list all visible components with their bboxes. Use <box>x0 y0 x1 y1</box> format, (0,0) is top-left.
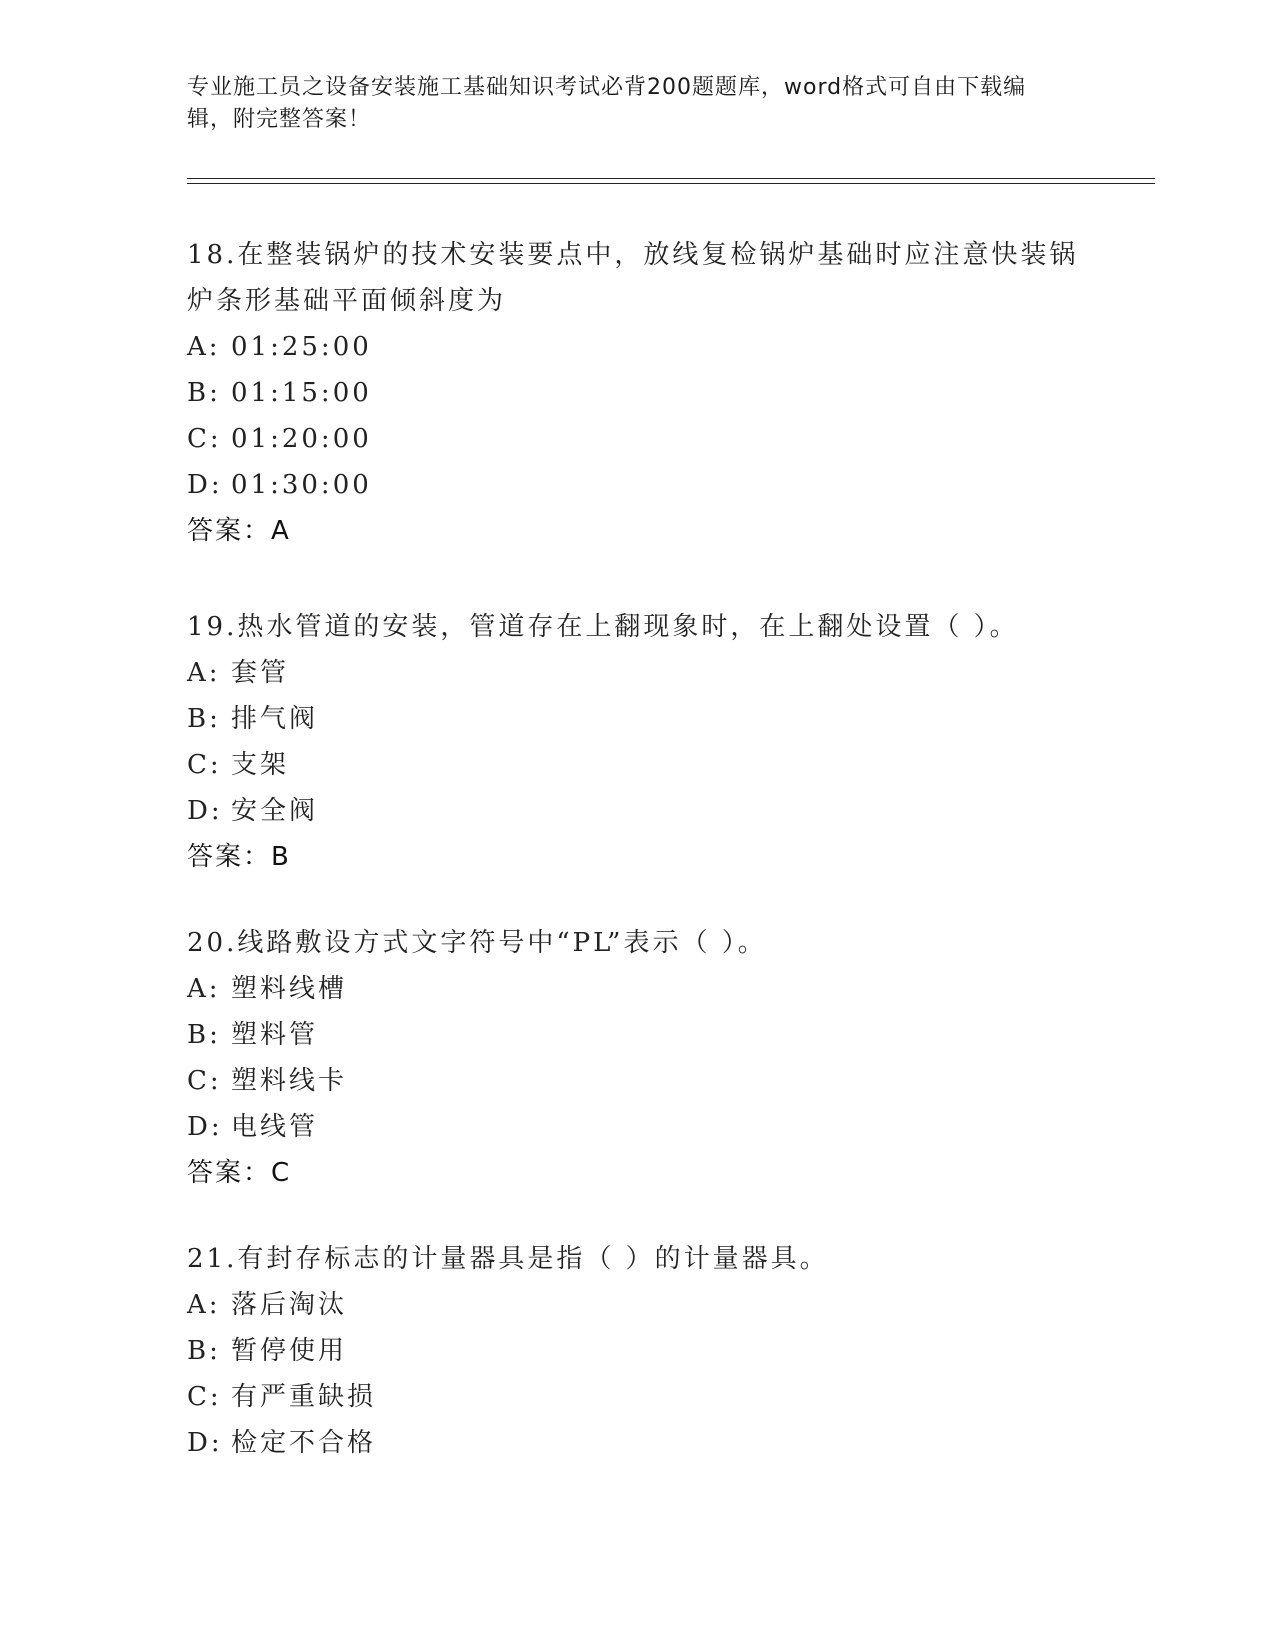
header-divider-top <box>187 178 1155 179</box>
question-21 <box>187 1236 1087 1466</box>
option-b: B: 01:15:00 <box>187 378 372 408</box>
question-18 <box>187 232 1087 554</box>
option-a: A: 01:25:00 <box>187 332 372 362</box>
answer: 答案：C <box>187 1158 292 1188</box>
option-d: D: 电线管 <box>187 1112 319 1142</box>
option-c: C: 支架 <box>187 750 290 780</box>
option-b: B: 排气阀 <box>187 704 319 734</box>
option-c: C: 有严重缺损 <box>187 1382 377 1412</box>
option-c: C: 塑料线卡 <box>187 1066 348 1096</box>
option-d: D: 安全阀 <box>187 796 319 826</box>
question-20 <box>187 920 1087 1196</box>
header-divider-bottom <box>187 183 1155 184</box>
question-stem: 21.有封存标志的计量器具是指（ ）的计量器具。 <box>187 1244 829 1274</box>
document-header: 专业施工员之设备安装施工基础知识考试必背200题题库，word格式可自由下载编辑，附完整答案！ <box>187 75 1027 132</box>
question-stem: 19.热水管道的安装，管道存在上翻现象时，在上翻处设置（ ）。 <box>187 612 1019 642</box>
option-d: D: 01:30:00 <box>187 470 372 500</box>
answer: 答案：A <box>187 516 291 546</box>
question-19 <box>187 604 1087 880</box>
option-c: C: 01:20:00 <box>187 424 372 454</box>
option-d: D: 检定不合格 <box>187 1428 377 1458</box>
option-a: A: 套管 <box>187 658 290 688</box>
question-stem: 18.在整装锅炉的技术安装要点中，放线复检锅炉基础时应注意快装锅炉条形基础平面倾斜度为 <box>187 240 1079 316</box>
option-b: B: 暂停使用 <box>187 1336 348 1366</box>
answer: 答案：B <box>187 842 291 872</box>
option-b: B: 塑料管 <box>187 1020 319 1050</box>
question-stem: 20.线路敷设方式文字符号中“PL”表示（ ）。 <box>187 928 767 958</box>
option-a: A: 落后淘汰 <box>187 1290 348 1320</box>
option-a: A: 塑料线槽 <box>187 974 348 1004</box>
